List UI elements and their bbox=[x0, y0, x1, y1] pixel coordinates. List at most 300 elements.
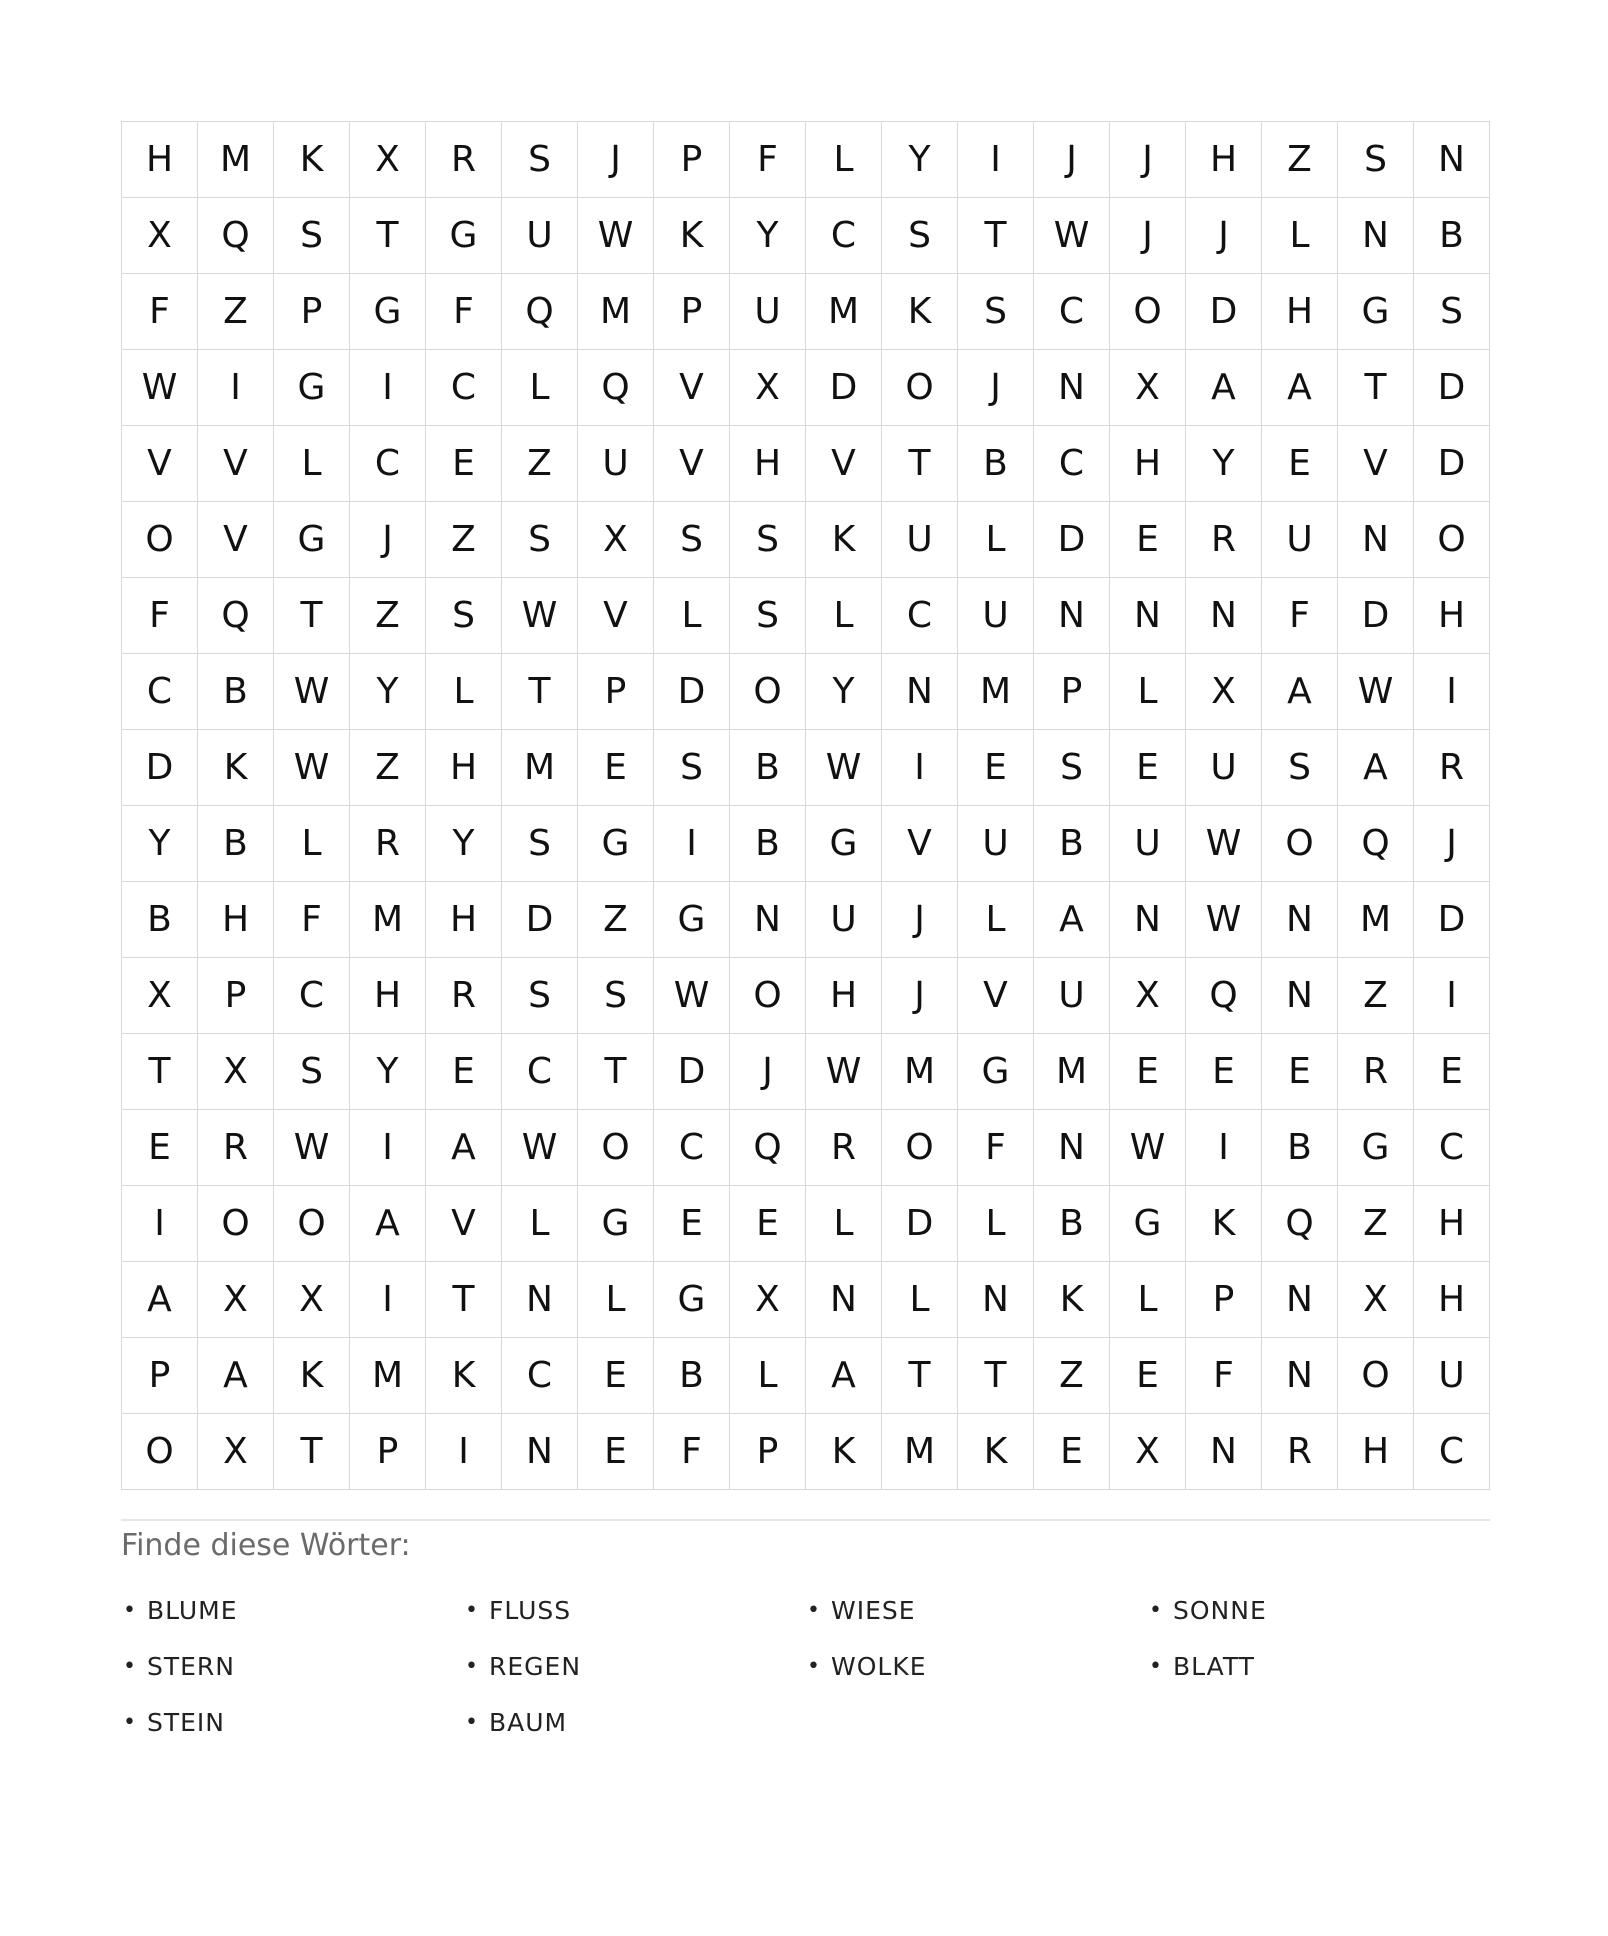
grid-cell[interactable]: H bbox=[198, 882, 274, 958]
grid-cell[interactable]: N bbox=[1262, 1262, 1338, 1338]
grid-cell[interactable]: K bbox=[426, 1338, 502, 1414]
grid-cell[interactable]: M bbox=[1034, 1034, 1110, 1110]
grid-cell[interactable]: U bbox=[730, 274, 806, 350]
grid-cell[interactable]: E bbox=[1110, 1338, 1186, 1414]
grid-cell[interactable]: E bbox=[1262, 426, 1338, 502]
grid-cell[interactable]: A bbox=[426, 1110, 502, 1186]
grid-cell[interactable]: N bbox=[502, 1414, 578, 1490]
grid-cell[interactable]: V bbox=[806, 426, 882, 502]
grid-cell[interactable]: T bbox=[1338, 350, 1414, 426]
grid-cell[interactable]: W bbox=[1338, 654, 1414, 730]
grid-cell[interactable]: P bbox=[578, 654, 654, 730]
grid-cell[interactable]: H bbox=[1414, 578, 1490, 654]
grid-cell[interactable]: U bbox=[1034, 958, 1110, 1034]
grid-cell[interactable]: E bbox=[1414, 1034, 1490, 1110]
grid-cell[interactable]: F bbox=[122, 274, 198, 350]
grid-cell[interactable]: G bbox=[578, 1186, 654, 1262]
grid-cell[interactable]: P bbox=[730, 1414, 806, 1490]
grid-cell[interactable]: V bbox=[958, 958, 1034, 1034]
grid-cell[interactable]: J bbox=[1110, 198, 1186, 274]
grid-cell[interactable]: O bbox=[122, 502, 198, 578]
grid-cell[interactable]: B bbox=[1034, 1186, 1110, 1262]
grid-cell[interactable]: Q bbox=[578, 350, 654, 426]
grid-cell[interactable]: V bbox=[654, 350, 730, 426]
grid-cell[interactable]: B bbox=[730, 806, 806, 882]
grid-cell[interactable]: J bbox=[1414, 806, 1490, 882]
grid-cell[interactable]: R bbox=[426, 122, 502, 198]
grid-cell[interactable]: X bbox=[198, 1262, 274, 1338]
grid-cell[interactable]: N bbox=[502, 1262, 578, 1338]
grid-cell[interactable]: X bbox=[730, 1262, 806, 1338]
grid-cell[interactable]: H bbox=[1338, 1414, 1414, 1490]
grid-cell[interactable]: X bbox=[578, 502, 654, 578]
grid-cell[interactable]: U bbox=[1414, 1338, 1490, 1414]
grid-cell[interactable]: B bbox=[1414, 198, 1490, 274]
grid-cell[interactable]: X bbox=[122, 958, 198, 1034]
grid-cell[interactable]: E bbox=[1110, 1034, 1186, 1110]
grid-cell[interactable]: W bbox=[274, 730, 350, 806]
grid-cell[interactable]: D bbox=[1414, 426, 1490, 502]
grid-cell[interactable]: G bbox=[654, 882, 730, 958]
grid-cell[interactable]: L bbox=[958, 1186, 1034, 1262]
grid-cell[interactable]: E bbox=[122, 1110, 198, 1186]
grid-cell[interactable]: Z bbox=[426, 502, 502, 578]
grid-cell[interactable]: N bbox=[1262, 882, 1338, 958]
grid-cell[interactable]: U bbox=[1110, 806, 1186, 882]
grid-cell[interactable]: A bbox=[1338, 730, 1414, 806]
grid-cell[interactable]: F bbox=[654, 1414, 730, 1490]
grid-cell[interactable]: D bbox=[502, 882, 578, 958]
grid-cell[interactable]: U bbox=[1186, 730, 1262, 806]
grid-cell[interactable]: U bbox=[958, 806, 1034, 882]
grid-cell[interactable]: N bbox=[1186, 1414, 1262, 1490]
grid-cell[interactable]: I bbox=[198, 350, 274, 426]
grid-cell[interactable]: M bbox=[958, 654, 1034, 730]
grid-cell[interactable]: O bbox=[882, 1110, 958, 1186]
grid-cell[interactable]: O bbox=[198, 1186, 274, 1262]
grid-cell[interactable]: A bbox=[198, 1338, 274, 1414]
grid-cell[interactable]: Y bbox=[730, 198, 806, 274]
grid-cell[interactable]: S bbox=[1034, 730, 1110, 806]
grid-cell[interactable]: F bbox=[1262, 578, 1338, 654]
grid-cell[interactable]: L bbox=[654, 578, 730, 654]
grid-cell[interactable]: I bbox=[350, 350, 426, 426]
grid-cell[interactable]: G bbox=[578, 806, 654, 882]
grid-cell[interactable]: M bbox=[350, 1338, 426, 1414]
grid-cell[interactable]: B bbox=[1262, 1110, 1338, 1186]
grid-cell[interactable]: V bbox=[426, 1186, 502, 1262]
grid-cell[interactable]: S bbox=[426, 578, 502, 654]
grid-cell[interactable]: R bbox=[350, 806, 426, 882]
grid-cell[interactable]: E bbox=[1186, 1034, 1262, 1110]
grid-cell[interactable]: O bbox=[730, 654, 806, 730]
grid-cell[interactable]: F bbox=[274, 882, 350, 958]
grid-cell[interactable]: P bbox=[654, 274, 730, 350]
grid-cell[interactable]: G bbox=[350, 274, 426, 350]
grid-cell[interactable]: W bbox=[274, 1110, 350, 1186]
grid-cell[interactable]: T bbox=[882, 426, 958, 502]
grid-cell[interactable]: N bbox=[1110, 578, 1186, 654]
grid-cell[interactable]: R bbox=[198, 1110, 274, 1186]
grid-cell[interactable]: X bbox=[1338, 1262, 1414, 1338]
grid-cell[interactable]: Z bbox=[1338, 1186, 1414, 1262]
grid-cell[interactable]: J bbox=[1186, 198, 1262, 274]
grid-cell[interactable]: Y bbox=[122, 806, 198, 882]
grid-cell[interactable]: K bbox=[274, 1338, 350, 1414]
grid-cell[interactable]: N bbox=[1262, 958, 1338, 1034]
grid-cell[interactable]: R bbox=[1262, 1414, 1338, 1490]
grid-cell[interactable]: H bbox=[730, 426, 806, 502]
grid-cell[interactable]: J bbox=[1034, 122, 1110, 198]
grid-cell[interactable]: F bbox=[958, 1110, 1034, 1186]
grid-cell[interactable]: G bbox=[274, 350, 350, 426]
grid-cell[interactable]: C bbox=[350, 426, 426, 502]
grid-cell[interactable]: K bbox=[198, 730, 274, 806]
grid-cell[interactable]: X bbox=[198, 1034, 274, 1110]
grid-cell[interactable]: I bbox=[882, 730, 958, 806]
grid-cell[interactable]: K bbox=[882, 274, 958, 350]
grid-cell[interactable]: K bbox=[958, 1414, 1034, 1490]
grid-cell[interactable]: L bbox=[1262, 198, 1338, 274]
grid-cell[interactable]: I bbox=[426, 1414, 502, 1490]
grid-cell[interactable]: W bbox=[806, 730, 882, 806]
grid-cell[interactable]: Y bbox=[350, 654, 426, 730]
grid-cell[interactable]: S bbox=[1338, 122, 1414, 198]
grid-cell[interactable]: N bbox=[958, 1262, 1034, 1338]
grid-cell[interactable]: C bbox=[502, 1338, 578, 1414]
grid-cell[interactable]: J bbox=[730, 1034, 806, 1110]
grid-cell[interactable]: F bbox=[122, 578, 198, 654]
grid-cell[interactable]: U bbox=[806, 882, 882, 958]
grid-cell[interactable]: E bbox=[1262, 1034, 1338, 1110]
grid-cell[interactable]: I bbox=[654, 806, 730, 882]
grid-cell[interactable]: D bbox=[654, 1034, 730, 1110]
grid-cell[interactable]: H bbox=[1414, 1186, 1490, 1262]
grid-cell[interactable]: H bbox=[1110, 426, 1186, 502]
grid-cell[interactable]: I bbox=[350, 1110, 426, 1186]
grid-cell[interactable]: V bbox=[578, 578, 654, 654]
grid-cell[interactable]: G bbox=[1338, 274, 1414, 350]
grid-cell[interactable]: L bbox=[806, 578, 882, 654]
grid-cell[interactable]: H bbox=[806, 958, 882, 1034]
grid-cell[interactable]: W bbox=[502, 1110, 578, 1186]
grid-cell[interactable]: N bbox=[1338, 198, 1414, 274]
grid-cell[interactable]: A bbox=[1262, 654, 1338, 730]
grid-cell[interactable]: N bbox=[1338, 502, 1414, 578]
grid-cell[interactable]: X bbox=[730, 350, 806, 426]
grid-cell[interactable]: H bbox=[1414, 1262, 1490, 1338]
grid-cell[interactable]: U bbox=[958, 578, 1034, 654]
grid-cell[interactable]: C bbox=[654, 1110, 730, 1186]
grid-cell[interactable]: X bbox=[122, 198, 198, 274]
grid-cell[interactable]: L bbox=[274, 806, 350, 882]
grid-cell[interactable]: T bbox=[350, 198, 426, 274]
grid-cell[interactable]: A bbox=[1186, 350, 1262, 426]
grid-cell[interactable]: E bbox=[1110, 730, 1186, 806]
grid-cell[interactable]: Z bbox=[198, 274, 274, 350]
grid-cell[interactable]: X bbox=[1186, 654, 1262, 730]
grid-cell[interactable]: C bbox=[122, 654, 198, 730]
grid-cell[interactable]: K bbox=[274, 122, 350, 198]
grid-cell[interactable]: D bbox=[1414, 882, 1490, 958]
grid-cell[interactable]: B bbox=[122, 882, 198, 958]
grid-cell[interactable]: Q bbox=[1338, 806, 1414, 882]
grid-cell[interactable]: W bbox=[578, 198, 654, 274]
grid-cell[interactable]: J bbox=[882, 958, 958, 1034]
grid-cell[interactable]: M bbox=[882, 1414, 958, 1490]
grid-cell[interactable]: G bbox=[1110, 1186, 1186, 1262]
grid-cell[interactable]: M bbox=[198, 122, 274, 198]
grid-cell[interactable]: S bbox=[882, 198, 958, 274]
grid-cell[interactable]: J bbox=[350, 502, 426, 578]
grid-cell[interactable]: E bbox=[1110, 502, 1186, 578]
grid-cell[interactable]: L bbox=[806, 122, 882, 198]
grid-cell[interactable]: F bbox=[426, 274, 502, 350]
grid-cell[interactable]: L bbox=[958, 882, 1034, 958]
grid-cell[interactable]: K bbox=[1034, 1262, 1110, 1338]
grid-cell[interactable]: S bbox=[1262, 730, 1338, 806]
grid-cell[interactable]: N bbox=[806, 1262, 882, 1338]
grid-cell[interactable]: E bbox=[654, 1186, 730, 1262]
grid-cell[interactable]: Q bbox=[730, 1110, 806, 1186]
grid-cell[interactable]: G bbox=[426, 198, 502, 274]
grid-cell[interactable]: S bbox=[274, 1034, 350, 1110]
grid-cell[interactable]: I bbox=[958, 122, 1034, 198]
grid-cell[interactable]: W bbox=[1034, 198, 1110, 274]
grid-cell[interactable]: O bbox=[1262, 806, 1338, 882]
grid-cell[interactable]: W bbox=[502, 578, 578, 654]
grid-cell[interactable]: U bbox=[502, 198, 578, 274]
grid-cell[interactable]: S bbox=[502, 806, 578, 882]
grid-cell[interactable]: G bbox=[654, 1262, 730, 1338]
grid-cell[interactable]: K bbox=[1186, 1186, 1262, 1262]
grid-cell[interactable]: T bbox=[122, 1034, 198, 1110]
grid-cell[interactable]: I bbox=[1414, 958, 1490, 1034]
grid-cell[interactable]: N bbox=[1034, 1110, 1110, 1186]
grid-cell[interactable]: S bbox=[654, 730, 730, 806]
grid-cell[interactable]: A bbox=[806, 1338, 882, 1414]
grid-cell[interactable]: S bbox=[1414, 274, 1490, 350]
grid-cell[interactable]: V bbox=[1338, 426, 1414, 502]
grid-cell[interactable]: O bbox=[1414, 502, 1490, 578]
grid-cell[interactable]: S bbox=[502, 958, 578, 1034]
grid-cell[interactable]: I bbox=[122, 1186, 198, 1262]
grid-cell[interactable]: N bbox=[1186, 578, 1262, 654]
grid-cell[interactable]: G bbox=[1338, 1110, 1414, 1186]
grid-cell[interactable]: G bbox=[958, 1034, 1034, 1110]
grid-cell[interactable]: B bbox=[958, 426, 1034, 502]
grid-cell[interactable]: N bbox=[1110, 882, 1186, 958]
grid-cell[interactable]: E bbox=[578, 730, 654, 806]
grid-cell[interactable]: B bbox=[198, 654, 274, 730]
grid-cell[interactable]: M bbox=[806, 274, 882, 350]
grid-cell[interactable]: L bbox=[806, 1186, 882, 1262]
grid-cell[interactable]: N bbox=[730, 882, 806, 958]
grid-cell[interactable]: L bbox=[882, 1262, 958, 1338]
grid-cell[interactable]: S bbox=[502, 502, 578, 578]
grid-cell[interactable]: F bbox=[1186, 1338, 1262, 1414]
grid-cell[interactable]: E bbox=[578, 1338, 654, 1414]
grid-cell[interactable]: L bbox=[426, 654, 502, 730]
grid-cell[interactable]: Z bbox=[502, 426, 578, 502]
grid-cell[interactable]: W bbox=[1186, 806, 1262, 882]
grid-cell[interactable]: W bbox=[1186, 882, 1262, 958]
grid-cell[interactable]: C bbox=[1034, 426, 1110, 502]
grid-cell[interactable]: S bbox=[730, 502, 806, 578]
grid-cell[interactable]: D bbox=[806, 350, 882, 426]
grid-cell[interactable]: E bbox=[958, 730, 1034, 806]
grid-cell[interactable]: E bbox=[730, 1186, 806, 1262]
grid-cell[interactable]: E bbox=[426, 1034, 502, 1110]
grid-cell[interactable]: D bbox=[1414, 350, 1490, 426]
grid-cell[interactable]: M bbox=[1338, 882, 1414, 958]
grid-cell[interactable]: P bbox=[654, 122, 730, 198]
grid-cell[interactable]: V bbox=[882, 806, 958, 882]
grid-cell[interactable]: N bbox=[1034, 350, 1110, 426]
grid-cell[interactable]: N bbox=[1414, 122, 1490, 198]
grid-cell[interactable]: G bbox=[274, 502, 350, 578]
grid-cell[interactable]: R bbox=[426, 958, 502, 1034]
grid-cell[interactable]: J bbox=[578, 122, 654, 198]
grid-cell[interactable]: X bbox=[198, 1414, 274, 1490]
grid-cell[interactable]: W bbox=[654, 958, 730, 1034]
grid-cell[interactable]: D bbox=[654, 654, 730, 730]
grid-cell[interactable]: D bbox=[1186, 274, 1262, 350]
grid-cell[interactable]: T bbox=[274, 1414, 350, 1490]
grid-cell[interactable]: M bbox=[350, 882, 426, 958]
grid-cell[interactable]: Q bbox=[1262, 1186, 1338, 1262]
grid-cell[interactable]: C bbox=[882, 578, 958, 654]
grid-cell[interactable]: C bbox=[274, 958, 350, 1034]
grid-cell[interactable]: B bbox=[654, 1338, 730, 1414]
grid-cell[interactable]: R bbox=[806, 1110, 882, 1186]
grid-cell[interactable]: H bbox=[1186, 122, 1262, 198]
grid-cell[interactable]: L bbox=[502, 350, 578, 426]
grid-cell[interactable]: O bbox=[1338, 1338, 1414, 1414]
grid-cell[interactable]: J bbox=[958, 350, 1034, 426]
grid-cell[interactable]: O bbox=[578, 1110, 654, 1186]
grid-cell[interactable]: U bbox=[1262, 502, 1338, 578]
grid-cell[interactable]: Y bbox=[882, 122, 958, 198]
grid-cell[interactable]: Z bbox=[350, 578, 426, 654]
grid-cell[interactable]: O bbox=[274, 1186, 350, 1262]
grid-cell[interactable]: Z bbox=[578, 882, 654, 958]
grid-cell[interactable]: L bbox=[730, 1338, 806, 1414]
grid-cell[interactable]: T bbox=[426, 1262, 502, 1338]
grid-cell[interactable]: C bbox=[502, 1034, 578, 1110]
grid-cell[interactable]: I bbox=[350, 1262, 426, 1338]
grid-cell[interactable]: O bbox=[730, 958, 806, 1034]
grid-cell[interactable]: S bbox=[958, 274, 1034, 350]
grid-cell[interactable]: F bbox=[730, 122, 806, 198]
grid-cell[interactable]: H bbox=[426, 730, 502, 806]
grid-cell[interactable]: Z bbox=[1262, 122, 1338, 198]
grid-cell[interactable]: V bbox=[122, 426, 198, 502]
grid-cell[interactable]: Y bbox=[806, 654, 882, 730]
grid-cell[interactable]: C bbox=[806, 198, 882, 274]
grid-cell[interactable]: H bbox=[350, 958, 426, 1034]
grid-cell[interactable]: Z bbox=[1034, 1338, 1110, 1414]
grid-cell[interactable]: Y bbox=[350, 1034, 426, 1110]
grid-cell[interactable]: L bbox=[274, 426, 350, 502]
grid-cell[interactable]: S bbox=[730, 578, 806, 654]
grid-cell[interactable]: W bbox=[122, 350, 198, 426]
grid-cell[interactable]: P bbox=[274, 274, 350, 350]
grid-cell[interactable]: Q bbox=[502, 274, 578, 350]
grid-cell[interactable]: P bbox=[350, 1414, 426, 1490]
grid-cell[interactable]: A bbox=[350, 1186, 426, 1262]
grid-cell[interactable]: X bbox=[1110, 958, 1186, 1034]
grid-cell[interactable]: N bbox=[1034, 578, 1110, 654]
grid-cell[interactable]: I bbox=[1414, 654, 1490, 730]
grid-cell[interactable]: C bbox=[1414, 1110, 1490, 1186]
grid-cell[interactable]: B bbox=[730, 730, 806, 806]
grid-cell[interactable]: I bbox=[1186, 1110, 1262, 1186]
grid-cell[interactable]: Q bbox=[198, 578, 274, 654]
grid-cell[interactable]: E bbox=[1034, 1414, 1110, 1490]
grid-cell[interactable]: O bbox=[882, 350, 958, 426]
grid-cell[interactable]: Q bbox=[1186, 958, 1262, 1034]
grid-cell[interactable]: C bbox=[1034, 274, 1110, 350]
grid-cell[interactable]: P bbox=[1186, 1262, 1262, 1338]
grid-cell[interactable]: C bbox=[1414, 1414, 1490, 1490]
grid-cell[interactable]: E bbox=[578, 1414, 654, 1490]
grid-cell[interactable]: B bbox=[1034, 806, 1110, 882]
grid-cell[interactable]: A bbox=[122, 1262, 198, 1338]
grid-cell[interactable]: M bbox=[882, 1034, 958, 1110]
grid-cell[interactable]: A bbox=[1262, 350, 1338, 426]
grid-cell[interactable]: T bbox=[958, 1338, 1034, 1414]
grid-cell[interactable]: W bbox=[1110, 1110, 1186, 1186]
grid-cell[interactable]: V bbox=[654, 426, 730, 502]
grid-cell[interactable]: K bbox=[806, 502, 882, 578]
grid-cell[interactable]: X bbox=[350, 122, 426, 198]
grid-cell[interactable]: Q bbox=[198, 198, 274, 274]
grid-cell[interactable]: K bbox=[654, 198, 730, 274]
grid-cell[interactable]: Z bbox=[1338, 958, 1414, 1034]
grid-cell[interactable]: U bbox=[578, 426, 654, 502]
grid-cell[interactable]: T bbox=[578, 1034, 654, 1110]
grid-cell[interactable]: R bbox=[1414, 730, 1490, 806]
grid-cell[interactable]: S bbox=[654, 502, 730, 578]
grid-cell[interactable]: L bbox=[958, 502, 1034, 578]
grid-cell[interactable]: Z bbox=[350, 730, 426, 806]
grid-cell[interactable]: D bbox=[1034, 502, 1110, 578]
grid-cell[interactable]: R bbox=[1338, 1034, 1414, 1110]
grid-cell[interactable]: B bbox=[198, 806, 274, 882]
grid-cell[interactable]: P bbox=[198, 958, 274, 1034]
grid-cell[interactable]: V bbox=[198, 426, 274, 502]
grid-cell[interactable]: L bbox=[1110, 1262, 1186, 1338]
grid-cell[interactable]: U bbox=[882, 502, 958, 578]
grid-cell[interactable]: T bbox=[958, 198, 1034, 274]
grid-cell[interactable]: S bbox=[502, 122, 578, 198]
grid-cell[interactable]: K bbox=[806, 1414, 882, 1490]
grid-cell[interactable]: C bbox=[426, 350, 502, 426]
grid-cell[interactable]: S bbox=[274, 198, 350, 274]
grid-cell[interactable]: P bbox=[1034, 654, 1110, 730]
grid-cell[interactable]: T bbox=[502, 654, 578, 730]
grid-cell[interactable]: P bbox=[122, 1338, 198, 1414]
grid-cell[interactable]: S bbox=[578, 958, 654, 1034]
grid-cell[interactable]: J bbox=[882, 882, 958, 958]
grid-cell[interactable]: V bbox=[198, 502, 274, 578]
grid-cell[interactable]: Y bbox=[426, 806, 502, 882]
grid-cell[interactable]: W bbox=[274, 654, 350, 730]
grid-cell[interactable]: W bbox=[806, 1034, 882, 1110]
grid-cell[interactable]: T bbox=[274, 578, 350, 654]
grid-cell[interactable]: A bbox=[1034, 882, 1110, 958]
